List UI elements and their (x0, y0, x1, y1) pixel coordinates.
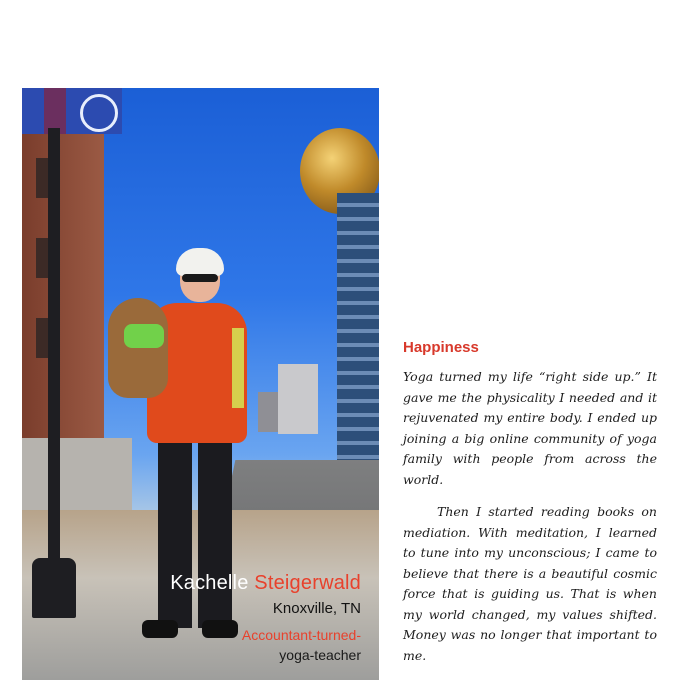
skyline-building (258, 392, 278, 432)
caption-last-name: Steigerwald (254, 572, 361, 594)
caption-role-line1: Accountant-turned- (241, 627, 361, 643)
knit-hat (176, 248, 224, 276)
paragraph: Then I started reading books on mediation. With meditation, I learned to tune into my unconscious; I came to believe that there is a beautiful cosmic force that is guiding us. That is when my world changed, my values shifted. Money was no longer that important to me. (403, 504, 657, 663)
person-leg (198, 438, 232, 628)
paragraph: Yoga turned my life “right side up.” It gave me the physicality I needed and it rejuvenated my entire body. I ended up joining a big online community of yoga family with people from across the world. (403, 369, 657, 487)
caption-name (170, 572, 361, 595)
skyline-building (278, 364, 318, 434)
section-heading: Happiness (403, 339, 479, 356)
street-banner (22, 88, 122, 134)
lamp-post (48, 128, 60, 608)
caption-role-line2: yoga-teacher (279, 646, 361, 663)
caption-first-name: Kachelle (170, 572, 249, 594)
caption-role (242, 626, 361, 665)
shoe (142, 620, 178, 638)
lamp-post-base (32, 558, 76, 618)
shoe (202, 620, 238, 638)
article-body (403, 367, 657, 678)
bag-strap (232, 328, 244, 408)
dog (108, 298, 168, 398)
person-leg (158, 438, 192, 628)
profile-photo (22, 88, 379, 680)
banner-logo-icon (80, 94, 118, 132)
dog-vest (124, 324, 164, 348)
sunglasses (182, 274, 218, 282)
caption-location: Knoxville, TN (272, 600, 361, 617)
